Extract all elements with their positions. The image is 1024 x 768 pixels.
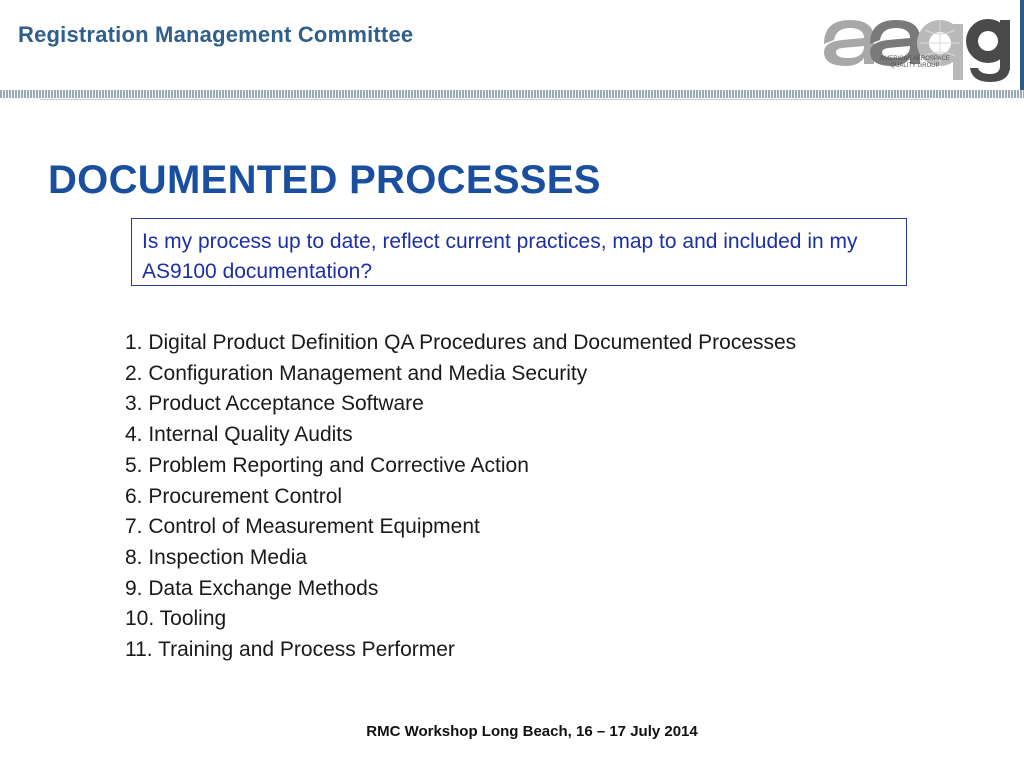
list-item: 3. Product Acceptance Software bbox=[125, 392, 424, 416]
list-item: 6. Procurement Control bbox=[125, 484, 343, 508]
logo-letter-q bbox=[917, 20, 963, 80]
header-bar bbox=[0, 0, 1024, 90]
logo-letter-a1 bbox=[824, 20, 874, 66]
header-title: Registration Management Committee bbox=[18, 22, 414, 47]
logo-letter-g bbox=[966, 19, 1010, 82]
list-item: 1. Digital Product Definition QA Procedures and Documented Processes bbox=[125, 331, 797, 354]
list-item: 9. Data Exchange Methods bbox=[125, 576, 379, 600]
list-item: 4. Internal Quality Audits bbox=[125, 423, 353, 447]
process-list bbox=[125, 328, 796, 666]
list-item: 2. Configuration Management and Media Security bbox=[125, 361, 588, 385]
header-divider bbox=[0, 90, 1024, 98]
list-item: 8. Inspection Media bbox=[125, 545, 308, 569]
question-callout: Is my process up to date, reflect current practices, map to and included in my AS9100 documentation? bbox=[131, 218, 907, 286]
list-item: 10. Tooling bbox=[125, 607, 227, 631]
header-thin-divider bbox=[40, 99, 930, 100]
aaqg-logo bbox=[820, 6, 1016, 84]
page-title: DOCUMENTED PROCESSES bbox=[48, 158, 601, 202]
header-edge-bar bbox=[1020, 0, 1024, 98]
logo-tagline bbox=[878, 56, 952, 70]
logo-tagline-line2: QUALITY GROUP bbox=[890, 63, 940, 69]
footer-text: RMC Workshop Long Beach, 16 – 17 July 2014 bbox=[366, 723, 698, 740]
logo-tagline-line1: AMERICAS AEROSPACE bbox=[880, 56, 950, 62]
list-item: 7. Control of Measurement Equipment bbox=[125, 515, 480, 539]
list-item: 11. Training and Process Performer bbox=[125, 638, 455, 662]
list-item: 5. Problem Reporting and Corrective Action bbox=[125, 453, 529, 477]
